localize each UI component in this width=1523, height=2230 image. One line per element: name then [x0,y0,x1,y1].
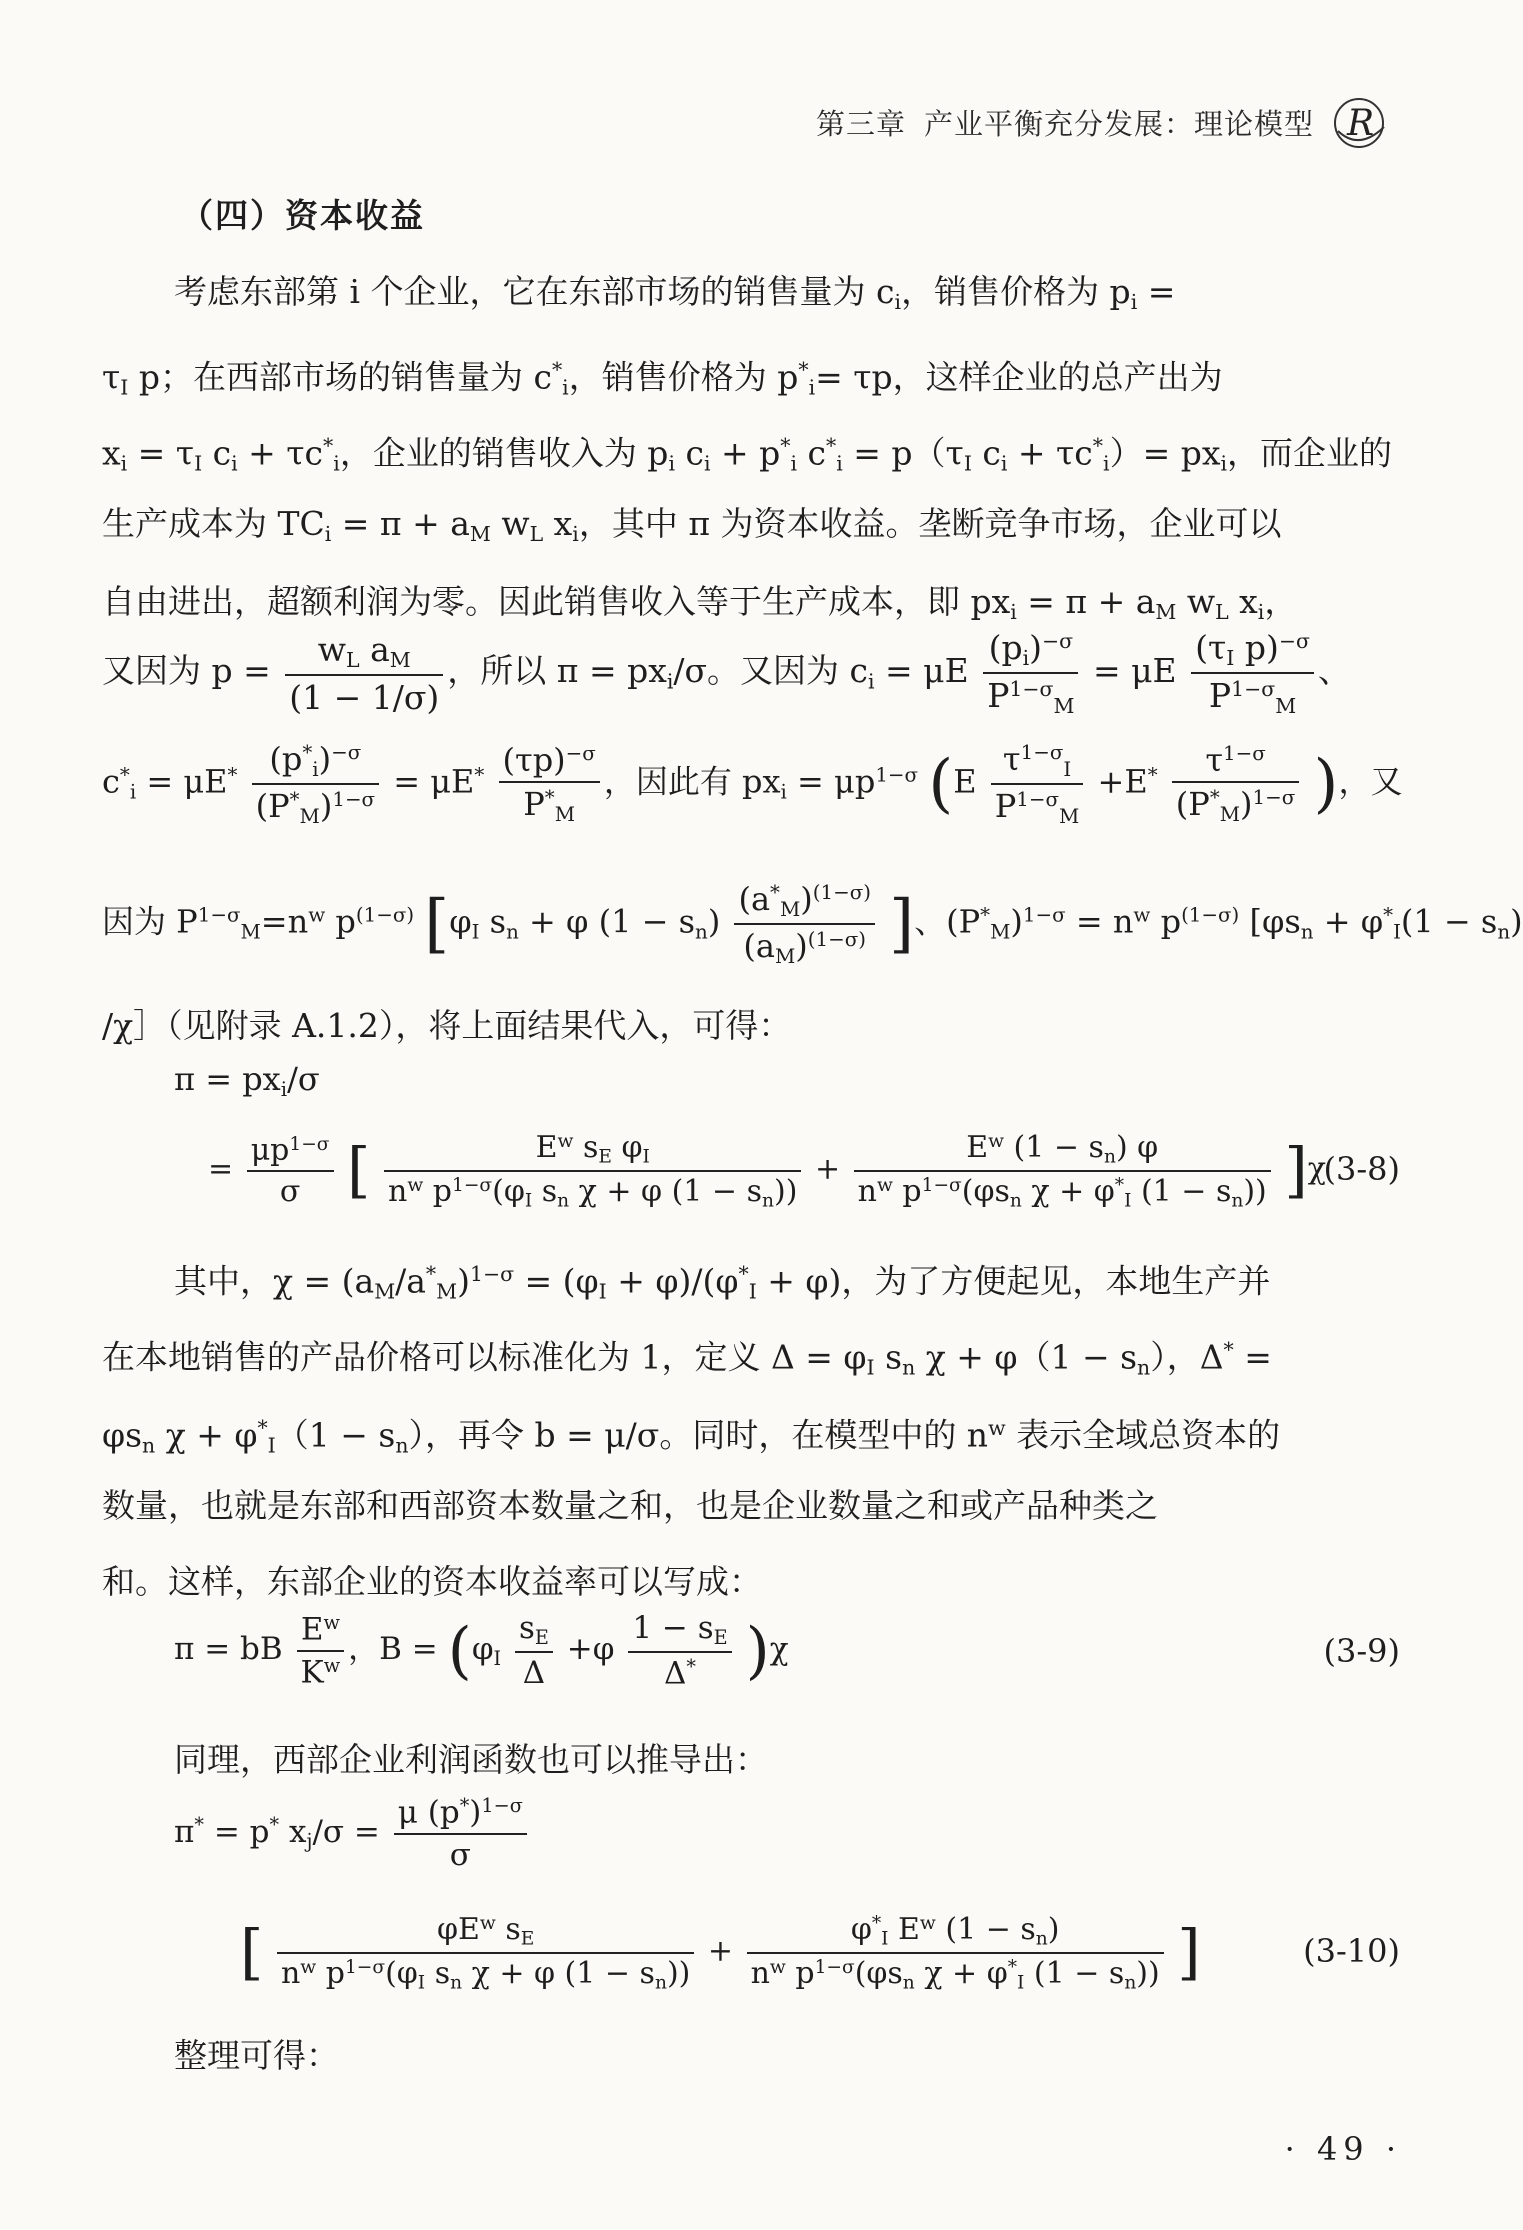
section-title: （四）资本收益 [180,196,425,235]
text-line: 同理，西部企业利润函数也可以推导出： [174,1740,768,1779]
svg-text:R: R [1347,103,1375,144]
text-line-with-fractions: $c^*_i = \mu E^*$ $\frac{(p^*_i)^{-\sigma}}{(P^*_M)^{1-\sigma}}$ = μE* $\frac{(\tau p)^{-\sigma}}{P^*_M}$ ，因此有 $px_i = \mu p^{1-\sigma}$ (E $\frac{\tau^{1-\sigma}_I}{P^{1-\sigma}_M}$ +E* $\frac{\tau^{1-\sigma}}{(P^*_M)^{1-\sigma}}$ )，又 [102,740,1403,828]
equation-number-3-8: (3-8) [1323,1150,1400,1188]
text-line: 其中，$\chi = (a_M/a^*_M)^{1-\sigma} = (\varphi_I + \varphi)/(\varphi^*_I + \varphi)$，为了方便起见，本地生产并 [174,1261,1271,1304]
equation-number-3-9: (3-9) [1323,1632,1400,1670]
text-line: 整理可得： [174,2036,339,2075]
text-line: $\varphi s_n$ $\chi + \varphi^*_I(1 - s_n)$，再令 b = μ/σ。同时，在模型中的 $n^w$ 表示全域总资本的 [102,1415,1281,1458]
text-line-with-fractions: 因为 $P^{1-\sigma}_M=n^w$ $p^{(1-\sigma)}$ [$\varphi_I$ $s_n + \varphi$ $(1 - s_n)$ $\frac{(a^*_M)^{(1-\sigma)}}{(a_M)^{(1-\sigma)}}$ ]、$(P^*_M)^{1-\sigma} = n^w$ $p^{(1-\sigma)}$ [$\varphi s_n + \varphi^*_I(1 - s_n)$ [102,880,1523,968]
text-line: $x_i = \tau_I$ $c_i + \tau c^*_i$，企业的销售收入为 $p_i$ $c_i + p^*_i$ $c^*_i = p(\tau_I$ $c_i + \tau c^*_i)= px_i$，而企业的 [102,433,1392,476]
text-line: $\tau_I$ p；在西部市场的销售量为 $c^*_i$，销售价格为 $p^*_i= \tau p$，这样企业的总产出为 [102,357,1223,400]
text-line: 考虑东部第 i 个企业，它在东部市场的销售量为 $c_i$，销售价格为 $p_i$ = [174,272,1176,315]
text-line: 生产成本为 $TC_i = \pi + a_M$ $w_L$ $x_i$，其中 π 为资本收益。垄断竞争市场，企业可以 [102,504,1282,547]
equation-pi-star: π* = p* $x_j/\sigma$ = $\frac{\mu (p^*)^{1-\sigma}}{\sigma}$ [174,1794,531,1873]
equation-pi: $\pi = px_i/\sigma$ [174,1060,320,1101]
page-number: · 49 · [1284,2130,1402,2168]
text-line: 数量，也就是东部和西部资本数量之和，也是企业数量之和或产品种类之 [102,1486,1158,1525]
text-line: 和。这样，东部企业的资本收益率可以写成： [102,1562,762,1601]
text-line: /χ］（见附录 A.1.2），将上面结果代入，可得： [102,1006,792,1045]
running-header [816,92,1390,152]
text-line: 在本地销售的产品价格可以标准化为 1，定义 $\Delta = \varphi_I$ $s_n$ $\chi + \varphi(1 - s_n)$，Δ* = [102,1337,1272,1380]
header-chapter: 第三章 [815,106,906,141]
equation-number-3-10: (3-10) [1303,1932,1400,1970]
chapter-logo-icon [1332,93,1390,151]
header-title: 产业平衡充分发展：理论模型 [923,106,1314,141]
text-line: 自由进出，超额利润为零。因此销售收入等于生产成本，即 $px_i = \pi + a_M$ $w_L$ $x_i$， [102,582,1298,625]
equation-3-8: = $\frac{\mu p^{1-\sigma}}{\sigma}$ [ $\frac{E^w s_E \varphi_I}{n^w p^{1-\sigma}(\varphi_I s_n \chi + \varphi (1 - s_n))}$ + $\frac{E^w (1 - s_n) \varphi}{n^w p^{1-\sigma}(\varphi s_n \chi + \varphi^*_I (1 - s_n))}$ ]χ [208,1130,1326,1212]
equation-3-10: [ $\frac{\varphi E^w s_E}{n^w p^{1-\sigma}(\varphi_I s_n \chi + \varphi (1 - s_n))}$ + $\frac{\varphi^*_I E^w (1 - s_n)}{n^w p^{1-\sigma}(\varphi s_n \chi + \varphi^*_I (1 - s_n))}$ ] [240,1912,1201,1994]
equation-3-9: π = bB $\frac{E^w}{K^w}$ ，$B = (\varphi_I$ $\frac{s_E}{\Delta}$ +φ $\frac{1 - s_E}{\Delta^*}$ )χ [174,1610,789,1692]
text-line-with-fractions: 又因为 p = $\frac{w_L a_M}{(1 - 1/\sigma)}$ ，所以 $\pi = px_i/\sigma$。又因为 $c_i = \mu E$ $\frac{(p_i)^{-\sigma}}{P^{1-\sigma}_M}$ = μE $\frac{(\tau_I p)^{-\sigma}}{P^{1-\sigma}_M}$ 、 [102,628,1351,719]
